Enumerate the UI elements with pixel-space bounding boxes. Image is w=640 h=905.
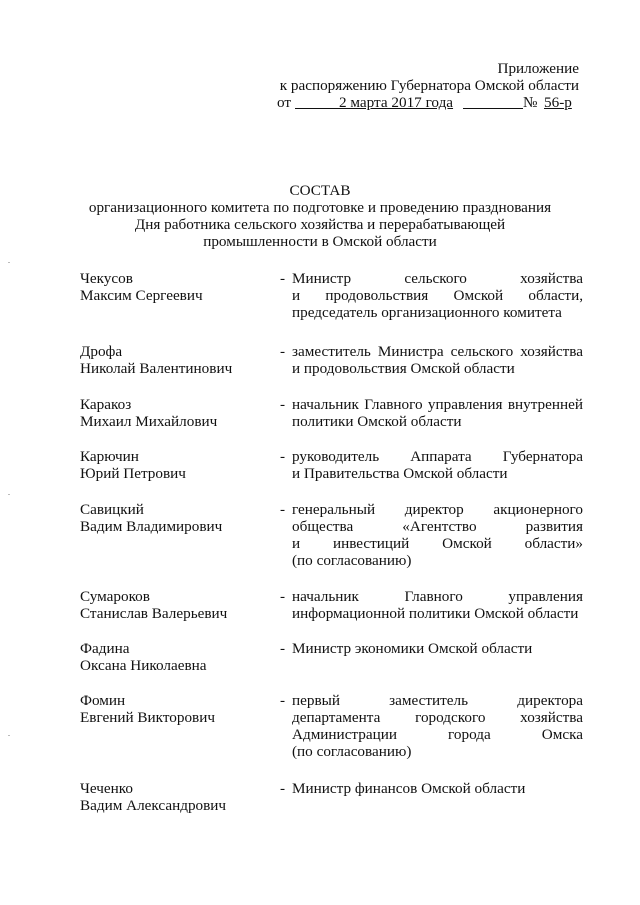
position-line: председатель организационного комитета [292,304,562,321]
member-given-names: Михаил Михайлович [80,413,218,430]
dash-separator: - [280,270,286,287]
position-line: Министр сельского хозяйства [292,270,583,287]
member-position [292,396,583,430]
member-surname: Чеченко [80,780,133,797]
member-surname: Фадина [80,640,130,657]
from-label: от [277,94,292,111]
member-position [292,343,583,377]
scan-mark [8,262,10,263]
position-line: руководитель Аппарата Губернатора [292,448,583,465]
member-given-names: Вадим Владимирович [80,518,223,535]
position-line: и инвестиций Омской области» [292,535,583,552]
position-line: и продовольствия Омской области [292,360,515,377]
member-position [292,501,583,569]
position-line: и Правительства Омской области [292,465,508,482]
dash-separator: - [280,780,286,797]
member-name [80,448,280,482]
title-line-2: Дня работника сельского хозяйства и перерабатывающей [134,216,506,233]
member-position [292,780,583,797]
appendix-title: Приложение [497,60,579,77]
dash-separator: - [280,640,286,657]
title-line-3: промышленности в Омской области [203,233,437,250]
position-line: начальник Главного управления внутренней [292,396,583,413]
position-line: (по согласованию) [292,743,412,760]
scan-mark [8,494,10,495]
document-date: 2 марта 2017 года [339,94,454,111]
appendix-header [277,60,579,111]
member-name [80,343,280,377]
member-name [80,396,280,430]
member-name [80,780,280,814]
position-line: генеральный директор акционерного [292,501,583,518]
appendix-date-line [277,94,579,111]
member-surname: Дрофа [80,343,123,360]
member-name [80,692,280,726]
position-line: (по согласованию) [292,552,412,569]
position-line: заместитель Министра сельского хозяйства [292,343,583,360]
member-given-names: Николай Валентинович [80,360,233,377]
member-position [292,588,583,622]
member-surname: Сумароков [80,588,150,605]
member-surname: Каракоз [80,396,132,413]
member-given-names: Станислав Валерьевич [80,605,228,622]
title-line-1: организационного комитета по подготовке и проведению празднования [88,199,552,216]
member-given-names: Евгений Викторович [80,709,215,726]
scan-mark [8,735,10,736]
date-underline-left [295,94,339,109]
position-line: начальник Главного управления [292,588,583,605]
dash-separator: - [280,501,286,518]
appendix-reference: к распоряжению Губернатора Омской области [279,77,579,94]
member-name [80,640,280,674]
position-line: политики Омской области [292,413,462,430]
position-line: Министр экономики Омской области [292,640,533,657]
position-line: Министр финансов Омской области [292,780,526,797]
member-name [80,588,280,622]
member-name [80,501,280,535]
dash-separator: - [280,692,286,709]
position-line: Администрации города Омска [292,726,583,743]
member-surname: Чекусов [80,270,133,287]
position-line: информационной политики Омской области [292,605,579,622]
member-given-names: Вадим Александрович [80,797,227,814]
position-line: и продовольствия Омской области, [292,287,583,304]
member-position [292,692,583,760]
dash-separator: - [280,396,286,413]
member-given-names: Юрий Петрович [80,465,186,482]
number-label: № [523,94,538,111]
member-name [80,270,280,304]
position-line: департамента городского хозяйства [292,709,583,726]
dash-separator: - [280,448,286,465]
date-underline-right [463,94,523,109]
title-heading: СОСТАВ [289,182,351,199]
member-given-names: Максим Сергеевич [80,287,203,304]
member-position [292,448,583,482]
dash-separator: - [280,343,286,360]
member-given-names: Оксана Николаевна [80,657,207,674]
member-position [292,640,583,657]
member-surname: Карючин [80,448,139,465]
dash-separator: - [280,588,286,605]
member-position [292,270,583,321]
position-line: первый заместитель директора [292,692,583,709]
document-title [60,182,580,250]
document-number: 56-р [544,94,572,111]
position-line: общества «Агентство развития [292,518,583,535]
member-surname: Фомин [80,692,126,709]
member-surname: Савицкий [80,501,144,518]
